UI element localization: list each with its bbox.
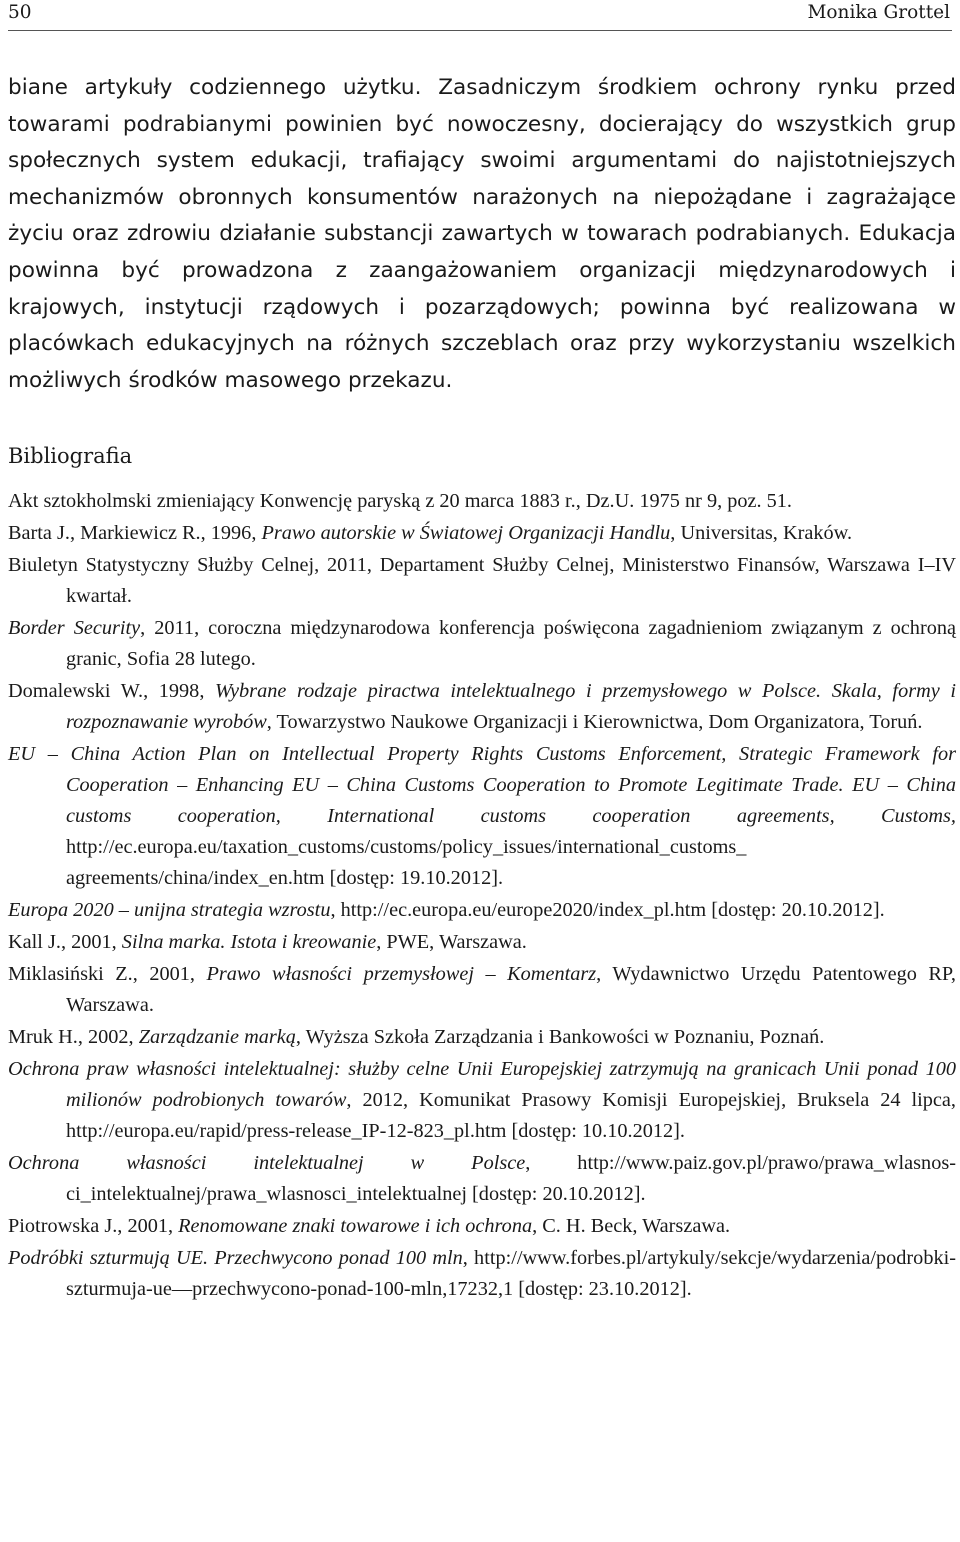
- body-paragraph: biane artykuły codziennego użytku. Zasadniczym środkiem ochrony rynku przed towarami podrabianymi powinien być nowoczesny, docierający do wszystkich grup społecznych system edukacji, trafiający swoimi argumentami do najistotniejszych mechanizmów obronnych konsumentów narażonych na niepożądane i zagrażające życiu oraz zdrowiu działanie substancji zawartych w towarach podrabianych. Edukacja powinna być prowadzona z zaangażowaniem organizacji międzynarodowych i krajowych, instytucji rządowych i pozarządowych; powinna być realizowana w placówkach edukacyjnych na różnych szczeblach oraz przy wykorzystaniu wszelkich możliwych środków masowego przekazu.: [8, 75, 956, 393]
- entry-text: , http://ec.europa.eu/europe2020/index_pl.htm [dostęp: 20.10.2012].: [330, 898, 885, 921]
- entry-title-italic: Silna marka. Istota i kreowanie: [121, 931, 377, 953]
- bibliography-entry: [8, 613, 956, 675]
- entry-title-italic: Zarządzanie marką: [138, 1026, 296, 1049]
- bibliography-entry: [8, 1243, 956, 1305]
- bibliography-heading: Bibliografia: [8, 444, 133, 468]
- bibliography-entry: [8, 676, 956, 738]
- entry-text: Akt sztokholmski zmieniający Konwencję paryską z 20 marca 1883 r., Dz.U. 1975 nr 9, poz. 51.: [8, 490, 793, 512]
- entry-title-italic: Podróbki szturmują UE. Przechwycono ponad 100 mln: [8, 1247, 463, 1270]
- entry-title-italic: Wybrane rodzaje piractwa intelektualnego i przemysłowego w Polsce. Skala, formy i rozpoznawanie wyrobów: [66, 680, 956, 734]
- entry-text: , http://www.paiz.gov.pl/prawo/prawa_wlasnosci_intelektualnej/prawa_wlasnosci_intelektualnej [dostęp: 20.10.2012].: [66, 1152, 956, 1205]
- bibliography-entry: [8, 927, 956, 958]
- entry-title-italic: Prawo własności przemysłowej – Komentarz: [206, 963, 597, 986]
- bibliography-entry: [8, 1148, 956, 1210]
- entry-text: Piotrowska J., 2001,: [8, 1215, 179, 1238]
- entry-text: , Universitas, Kraków.: [670, 522, 853, 545]
- bibliography-list: [8, 486, 956, 1306]
- entry-text: , C. H. Beck, Warszawa.: [532, 1215, 731, 1238]
- entry-title-italic: Europa 2020 – unijna strategia wzrostu: [8, 898, 331, 921]
- entry-text: Domalewski W., 1998,: [8, 680, 215, 703]
- bibliography-entry: [8, 959, 956, 1021]
- entry-title-italic: EU – China Action Plan on Intellectual Property Rights Customs Enforcement, Strategic Framework for Cooperation – Enhancing EU – China Customs Cooperation to Promote Legitimate Trade. EU – China customs cooperation, International customs cooperation agreements, Customs,: [8, 743, 956, 827]
- entry-title-italic: Border Security: [8, 617, 141, 640]
- bibliography-entry: [8, 1022, 956, 1053]
- entry-text: Barta J., Markiewicz R., 1996,: [8, 522, 262, 545]
- entry-text: , 2012, Komunikat Prasowy Komisji Europejskiej, Bruksela 24 lipca, http://europa.eu/rapid/press-release_IP-12-823_pl.htm [dostęp: 10.10.2012].: [66, 1089, 956, 1142]
- bibliography-entry: [8, 1054, 956, 1147]
- entry-text: Miklasiński Z., 2001,: [8, 963, 207, 986]
- entry-text: Biuletyn Statystyczny Służby Celnej, 2011, Departament Służby Celnej, Ministerstwo Finansów, Warszawa I–IV kwartał.: [8, 554, 956, 608]
- entry-text: , 2011, coroczna międzynarodowa konferencja poświęcona zagadnieniom związanym z ochroną granic, Sofia 28 lutego.: [66, 617, 956, 671]
- entry-text: , Wydawnictwo Urzędu Patentowego RP, Warszawa.: [66, 963, 957, 1016]
- entry-text: , http://www.forbes.pl/artykuly/sekcje/wydarzenia/podrobki-szturmuja-ue—przechwycono-ponad-100-mln,17232,1 [dostęp: 23.10.2012].: [66, 1247, 956, 1301]
- entry-title-italic: Ochrona własności intelektualnej w Polsce: [8, 1152, 526, 1175]
- entry-text: Kall J., 2001,: [8, 931, 122, 953]
- entry-title-italic: Renomowane znaki towarowe i ich ochrona: [178, 1215, 533, 1238]
- page-number: 50: [8, 2, 32, 23]
- bibliography-entry: [8, 895, 956, 926]
- entry-text: , Wyższa Szkoła Zarządzania i Bankowości w Poznaniu, Poznań.: [295, 1026, 825, 1049]
- bibliography-entry: [8, 1211, 956, 1242]
- entry-text: , PWE, Warszawa.: [376, 931, 527, 953]
- entry-text: , Towarzystwo Naukowe Organizacji i Kierownictwa, Dom Organizatora, Toruń.: [266, 711, 923, 734]
- entry-text: http://ec.europa.eu/taxation_customs/customs/policy_issues/international_customs_ agreements/china/index_en.htm [dostęp: 19.10.2012].: [66, 835, 747, 889]
- bibliography-entry: [8, 486, 956, 517]
- bibliography-entry: [8, 739, 956, 894]
- entry-title-italic: Ochrona praw własności intelektualnej: służby celne Unii Europejskiej zatrzymują na granicach Unii ponad 100 milionów podrobionych towarów: [8, 1058, 956, 1112]
- bibliography-entry: [8, 518, 956, 549]
- entry-text: Mruk H., 2002,: [8, 1026, 139, 1049]
- page-header: [8, 0, 952, 31]
- entry-title-italic: Prawo autorskie w Światowej Organizacji Handlu: [261, 522, 671, 545]
- running-head-author: Monika Grottel: [807, 2, 950, 23]
- bibliography-entry: [8, 550, 956, 612]
